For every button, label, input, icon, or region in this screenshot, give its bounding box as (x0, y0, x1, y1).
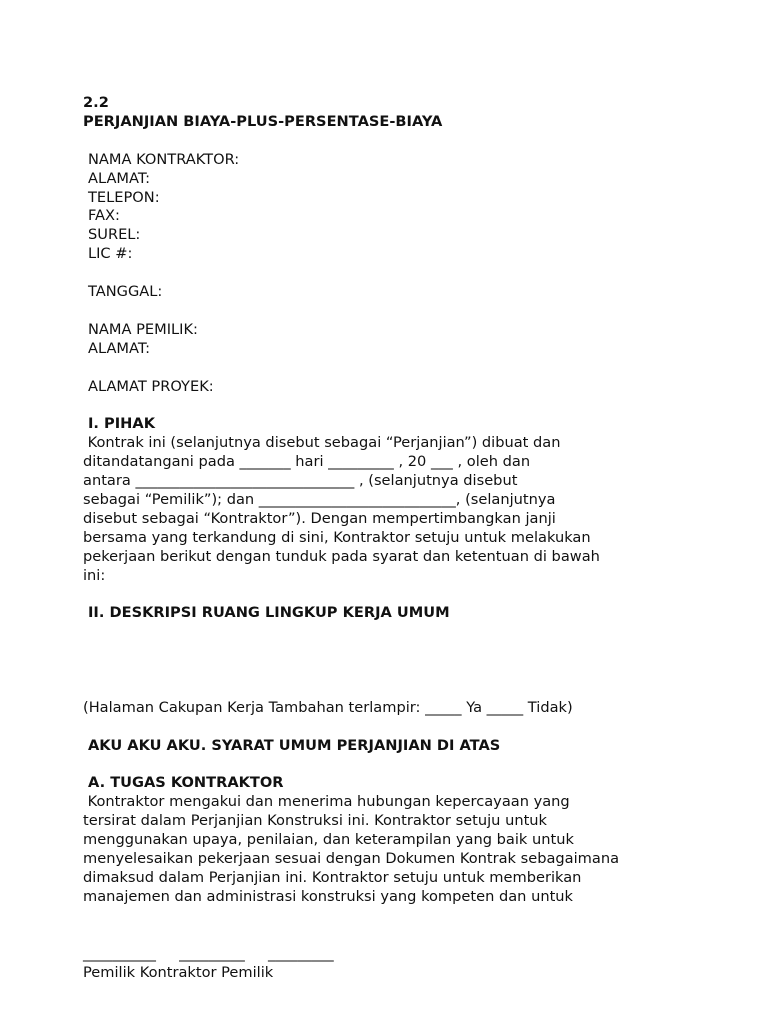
contractor-info-block (83, 151, 683, 264)
paragraph-line: manajemen dan administrasi konstruksi yang kompeten dan untuk (83, 887, 573, 905)
spacer (83, 907, 683, 945)
spacer (83, 718, 683, 737)
parties-paragraph (83, 434, 683, 585)
section-parties (83, 415, 683, 585)
paragraph-line: Kontraktor mengakui dan menerima hubungan kepercayaan yang (83, 793, 570, 811)
paragraph-line: ditandatangani pada _______ hari _________ , 20 ___ , oleh dan (83, 453, 531, 471)
paragraph-line: pekerjaan berikut dengan tunduk pada syarat dan ketentuan di bawah (83, 547, 600, 565)
paragraph-line: tersirat dalam Perjanjian Konstruksi ini. Kontraktor setuju untuk (83, 812, 547, 830)
contractor-fax-label: FAX: (88, 207, 120, 225)
contractor-name-label: NAMA KONTRAKTOR: (88, 150, 240, 168)
scope-blank-area (83, 623, 683, 699)
paragraph-line: menggunakan upaya, penilaian, dan keterampilan yang baik untuk (83, 831, 574, 849)
spacer (83, 585, 683, 604)
contractor-email-label: SUREL: (88, 226, 141, 244)
contractor-address-label: ALAMAT: (88, 169, 151, 187)
contractor-duties-paragraph (83, 793, 683, 906)
section-heading-scope: II. DESKRIPSI RUANG LINGKUP KERJA UMUM (88, 604, 450, 622)
section-number: 2.2 (83, 94, 109, 111)
section-heading-parties: I. PIHAK (88, 415, 155, 433)
contractor-license-label: LIC #: (88, 245, 133, 263)
paragraph-line: dimaksud dalam Perjanjian ini. Kontraktor setuju untuk memberikan (83, 869, 582, 886)
paragraph-line: ini: (83, 566, 106, 584)
project-address-label: ALAMAT PROYEK: (88, 377, 214, 395)
owner-name-label: NAMA PEMILIK: (88, 320, 198, 338)
spacer (83, 132, 683, 151)
paragraph-line: disebut sebagai “Kontraktor”). Dengan mempertimbangkan janji (83, 509, 556, 527)
paragraph-line: bersama yang terkandung di sini, Kontraktor setuju untuk melakukan (83, 528, 591, 546)
spacer (83, 359, 683, 378)
paragraph-line: Kontrak ini (selanjutnya disebut sebagai “Perjanjian”) dibuat dan (83, 434, 561, 452)
section-heading-contractor-duties: A. TUGAS KONTRAKTOR (88, 774, 284, 792)
owner-info-block (83, 321, 683, 359)
paragraph-line: menyelesaikan pekerjaan sesuai dengan Dokumen Kontrak sebagaimana (83, 850, 620, 868)
document-title: PERJANJIAN BIAYA-PLUS-PERSENTASE-BIAYA (83, 112, 443, 130)
document-page (83, 94, 683, 982)
date-label: TANGGAL: (88, 283, 163, 301)
section-contractor-duties (83, 774, 683, 906)
signature-labels: Pemilik Kontraktor Pemilik (83, 963, 274, 981)
section-heading-general-terms: AKU AKU AKU. SYARAT UMUM PERJANJIAN DI ATAS (88, 736, 501, 754)
paragraph-line: antara ______________________________ , (selanjutnya disebut (83, 472, 518, 490)
owner-address-label: ALAMAT: (88, 339, 151, 357)
spacer (83, 264, 683, 283)
spacer (83, 302, 683, 321)
signature-block (83, 945, 683, 983)
attachment-line: (Halaman Cakupan Kerja Tambahan terlampir: _____ Ya _____ Tidak) (83, 698, 573, 716)
paragraph-line: sebagai “Pemilik”); dan ___________________________, (selanjutnya (83, 490, 556, 508)
signature-lines: __________ _________ _________ (83, 944, 334, 962)
spacer (83, 396, 683, 415)
contractor-phone-label: TELEPON: (88, 188, 160, 206)
spacer (83, 756, 683, 775)
